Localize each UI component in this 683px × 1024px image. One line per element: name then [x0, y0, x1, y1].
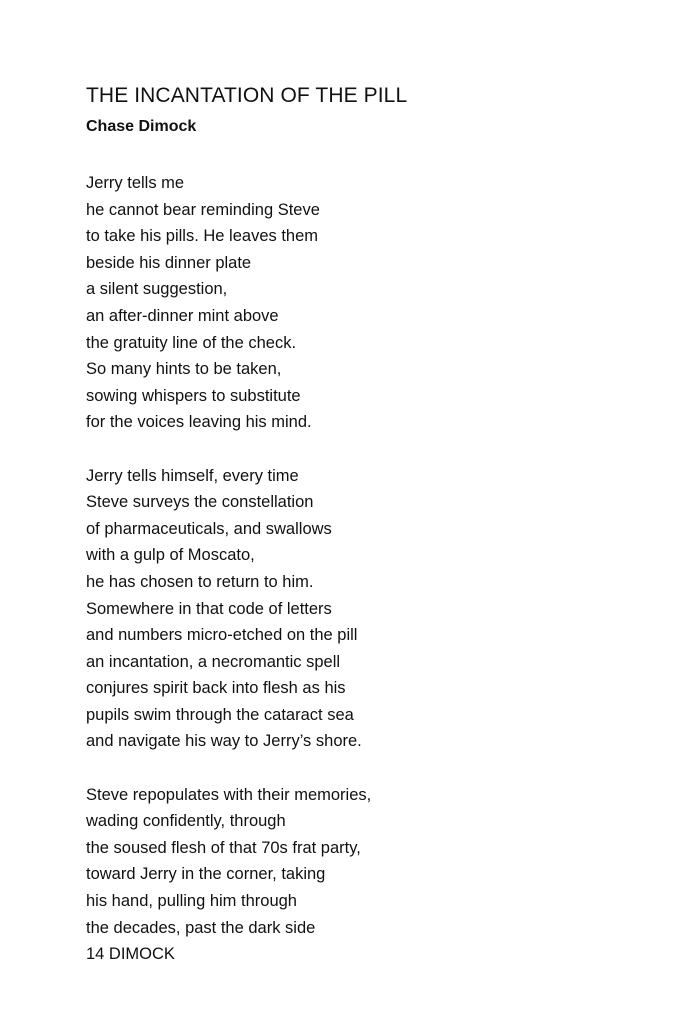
poem-body [86, 170, 606, 941]
poem-line: a silent suggestion, [86, 280, 228, 299]
poem-line: with a gulp of Moscato, [86, 546, 255, 565]
poem-line: his hand, pulling him through [86, 892, 297, 911]
poem-line: and navigate his way to Jerry’s shore. [86, 732, 362, 751]
poem-line: Steve surveys the constellation [86, 493, 314, 512]
poem-line: Steve repopulates with their memories, [86, 785, 372, 804]
poem-line: for the voices leaving his mind. [86, 413, 312, 432]
poem-line: toward Jerry in the corner, taking [86, 865, 326, 884]
poem-line: he has chosen to return to him. [86, 572, 314, 591]
poem-line: conjures spirit back into flesh as his [86, 679, 346, 698]
poem-line: of pharmaceuticals, and swallows [86, 519, 332, 538]
poem-line: to take his pills. He leaves them [86, 227, 319, 246]
poem-stanza [86, 782, 606, 942]
poem-line: and numbers micro-etched on the pill [86, 626, 358, 645]
poem-title: THE INCANTATION OF THE PILL [86, 84, 408, 107]
poem-line: he cannot bear reminding Steve [86, 200, 320, 219]
poem-line: the decades, past the dark side [86, 918, 316, 937]
poem-line: an after-dinner mint above [86, 306, 279, 325]
poem-line: Jerry tells me [86, 174, 185, 192]
poem-line: sowing whispers to substitute [86, 386, 301, 405]
poem-line: beside his dinner plate [86, 253, 252, 272]
poem-line: pupils swim through the cataract sea [86, 705, 354, 724]
poem-stanza [86, 170, 606, 436]
poem-line: wading confidently, through [86, 812, 286, 831]
poem-line: So many hints to be taken, [86, 360, 282, 379]
page-footer: 14 DIMOCK [86, 945, 175, 963]
poem-line: Jerry tells himself, every time [86, 466, 299, 485]
poem-line: an incantation, a necromantic spell [86, 652, 341, 671]
poem-author: Chase Dimock [86, 118, 197, 135]
poem-stanza [86, 463, 606, 756]
poem-line: Somewhere in that code of letters [86, 599, 332, 618]
poem-line: the gratuity line of the check. [86, 333, 297, 352]
poem-line: the soused flesh of that 70s frat party, [86, 838, 361, 857]
